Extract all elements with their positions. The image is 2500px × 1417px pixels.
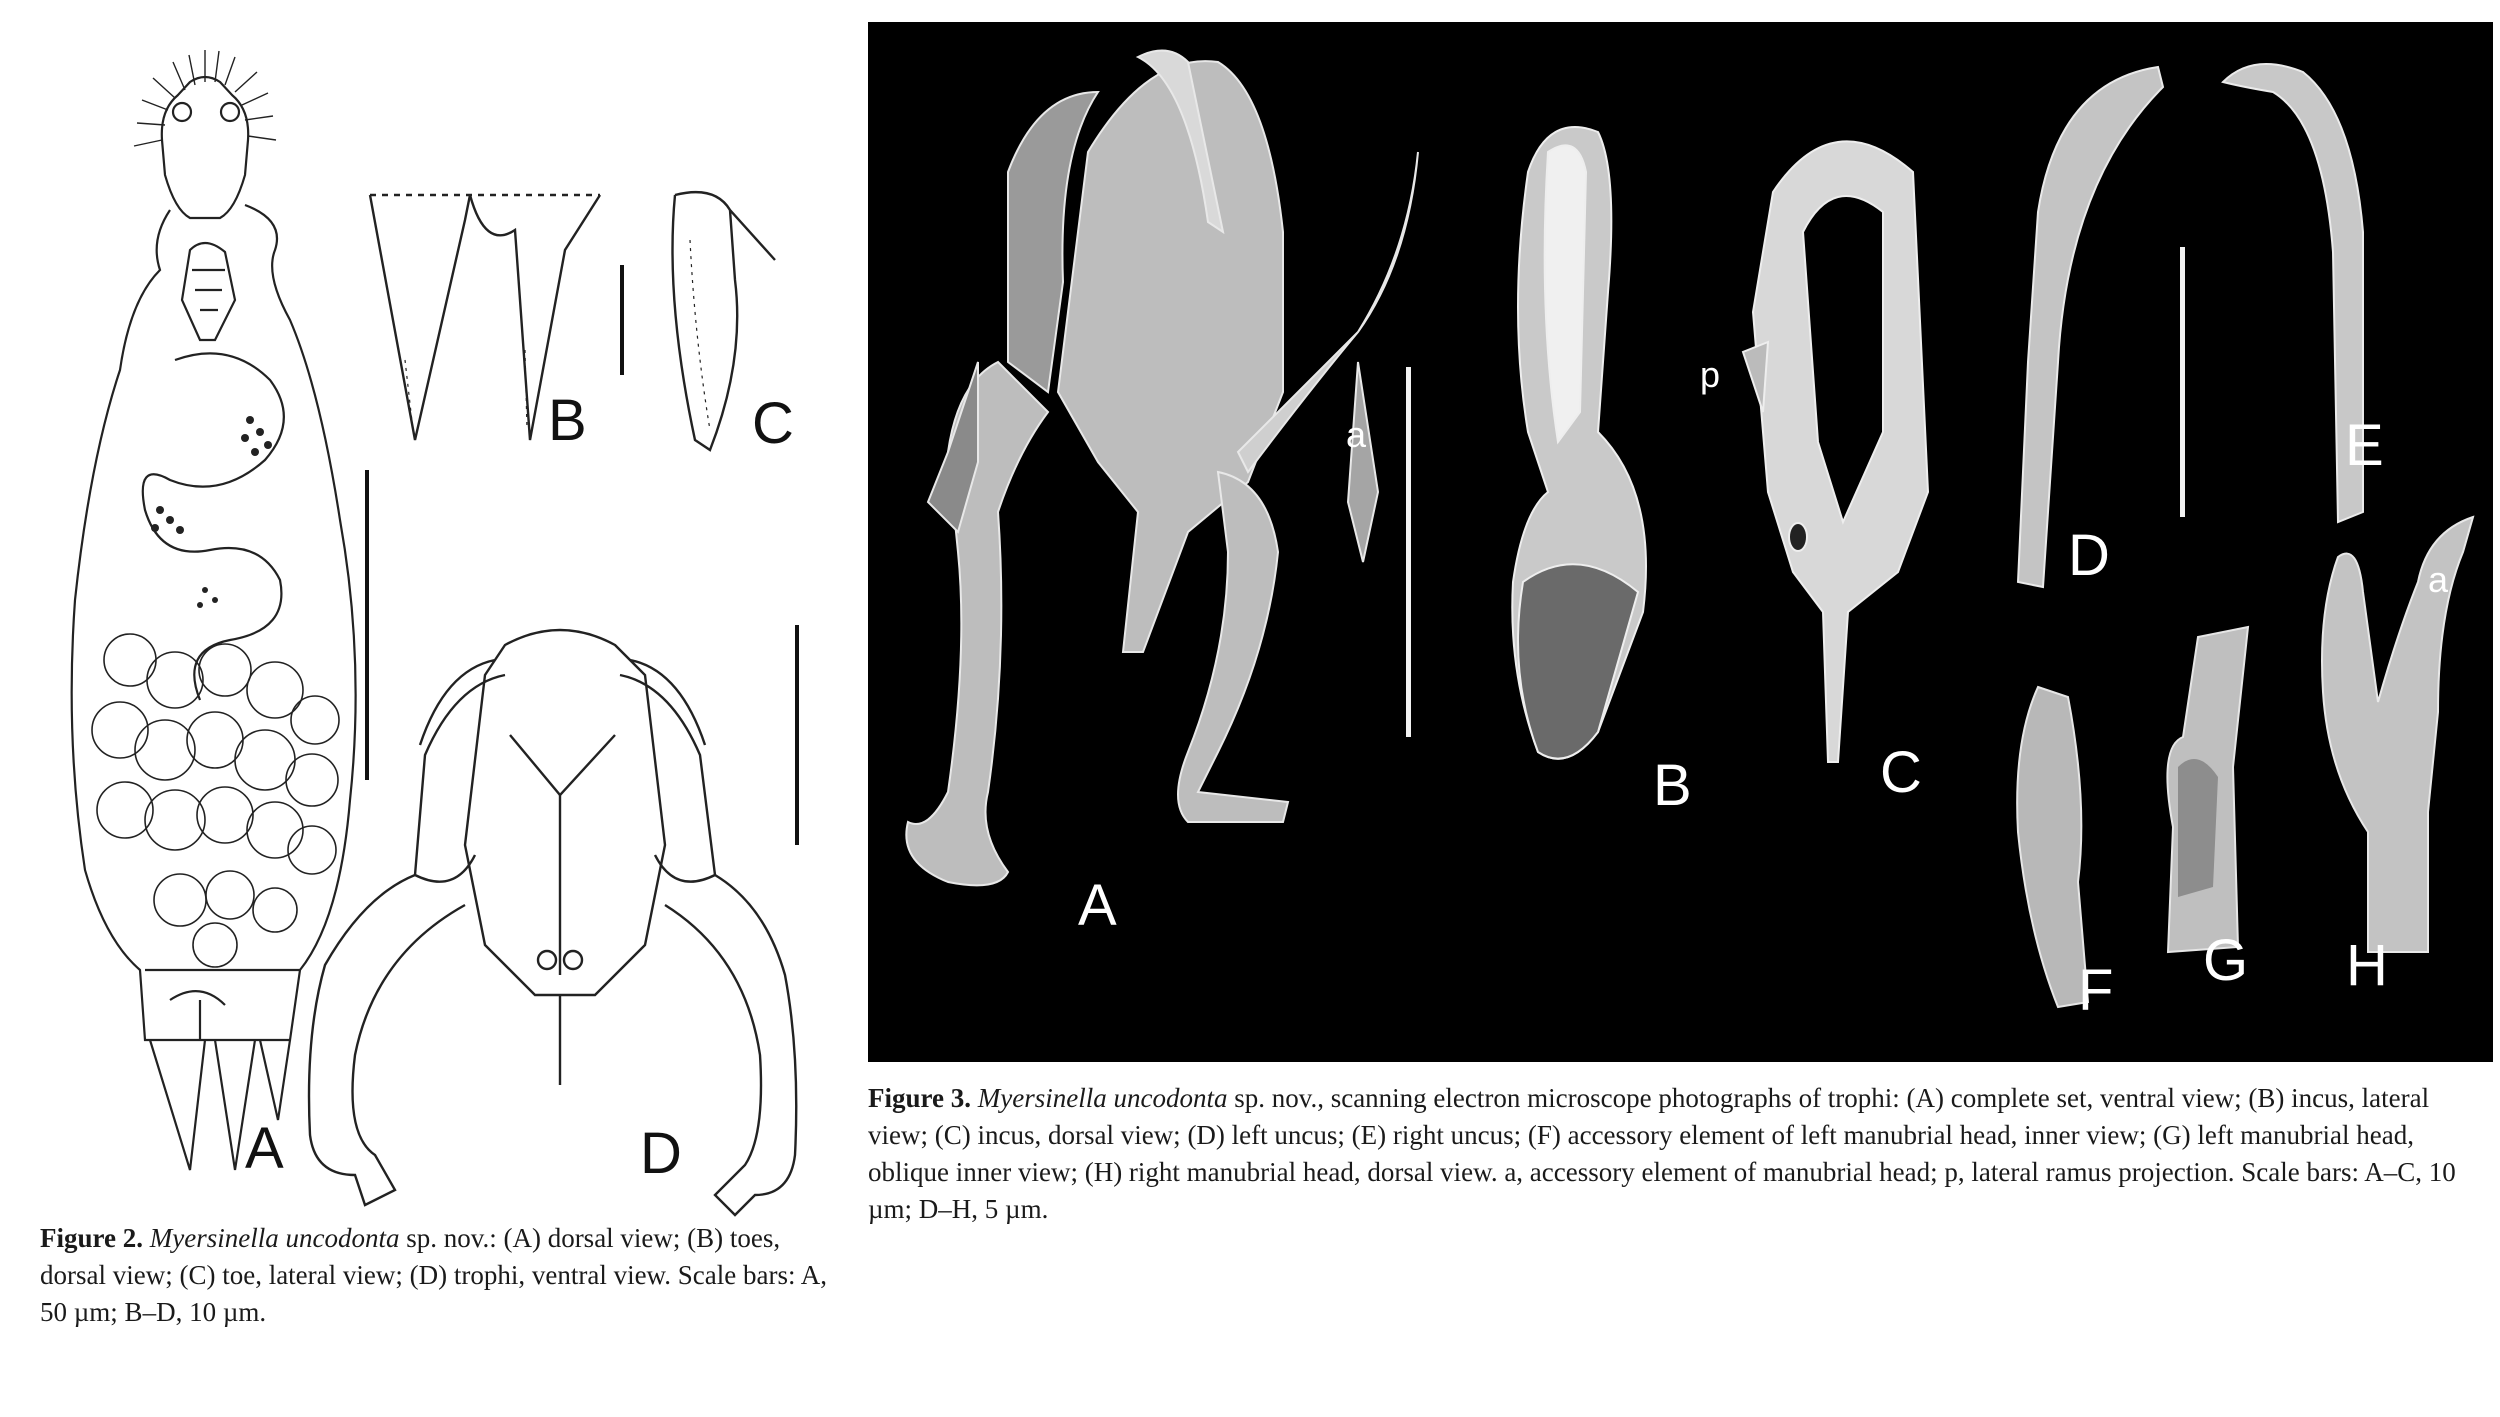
fig3-caption-text: sp. nov., scanning electron microscope photographs of trophi: (A) complete set, ventral view; (B) incus, lateral view; (C) incus, dorsal view; (D) left uncus; (E) right uncus; (F) accessory element of left manubrial head, inner view; (G) left manubrial head, oblique inner view; (H) right manubrial head, dorsal view. a, accessory element of manubrial head; p, lateral ramus projection. Scale bars: A–C, 10 µm; D–H, 5 µm.: [868, 1083, 2456, 1224]
fig3-label-b: B: [1653, 753, 1692, 818]
fig3-label-a: A: [1078, 873, 1117, 938]
fig3-scalebar-a-c: [1406, 367, 1411, 737]
fig3-scalebar-d-h: [2180, 247, 2185, 517]
fig2-caption-species: Myersinella uncodonta: [149, 1223, 400, 1253]
fig3-caption-title: Figure 3.: [868, 1083, 971, 1113]
sem-right-manubrial-head: [2288, 512, 2488, 962]
fig3-annotation-p: p: [1700, 354, 1721, 395]
fig3-label-h: H: [2346, 933, 2388, 998]
fig3-label-d: D: [2068, 523, 2110, 588]
fig2-label-c: C: [752, 391, 794, 456]
sem-left-manubrial-head: [2138, 627, 2258, 957]
sem-trophi-complete-set: [888, 32, 1448, 912]
sem-incus-dorsal: [1723, 112, 1963, 772]
fig2-scalebar-b: [620, 265, 624, 375]
sem-incus-lateral: [1468, 112, 1668, 792]
figure-3-sem-panel: [868, 22, 2493, 1062]
fig3-caption: [868, 1080, 2493, 1228]
fig3-annotation-a1: a: [1346, 414, 1367, 455]
drawing-trophi-ventral: [305, 615, 825, 1235]
fig3-annotation-a2: a: [2428, 559, 2449, 600]
sem-left-uncus: [1998, 62, 2178, 602]
fig2-label-b: B: [548, 388, 587, 453]
fig3-label-e: E: [2345, 413, 2384, 478]
fig2-caption-title: Figure 2.: [40, 1223, 143, 1253]
fig3-label-c: C: [1880, 740, 1922, 805]
fig2-caption-text: sp. nov.: (A) dorsal view; (B) toes, dorsal view; (C) toe, lateral view; (D) trophi, ventral view. Scale bars: A, 50 µm; B–D, 10 µm.: [40, 1223, 828, 1327]
fig3-label-g: G: [2203, 928, 2249, 993]
fig2-scalebar-d: [795, 625, 799, 845]
fig2-label-d: D: [640, 1121, 682, 1186]
fig2-label-a: A: [245, 1116, 284, 1181]
fig3-caption-species: Myersinella uncodonta: [977, 1083, 1228, 1113]
fig2-caption: [40, 1220, 840, 1331]
fig3-label-f: F: [2078, 958, 2114, 1023]
